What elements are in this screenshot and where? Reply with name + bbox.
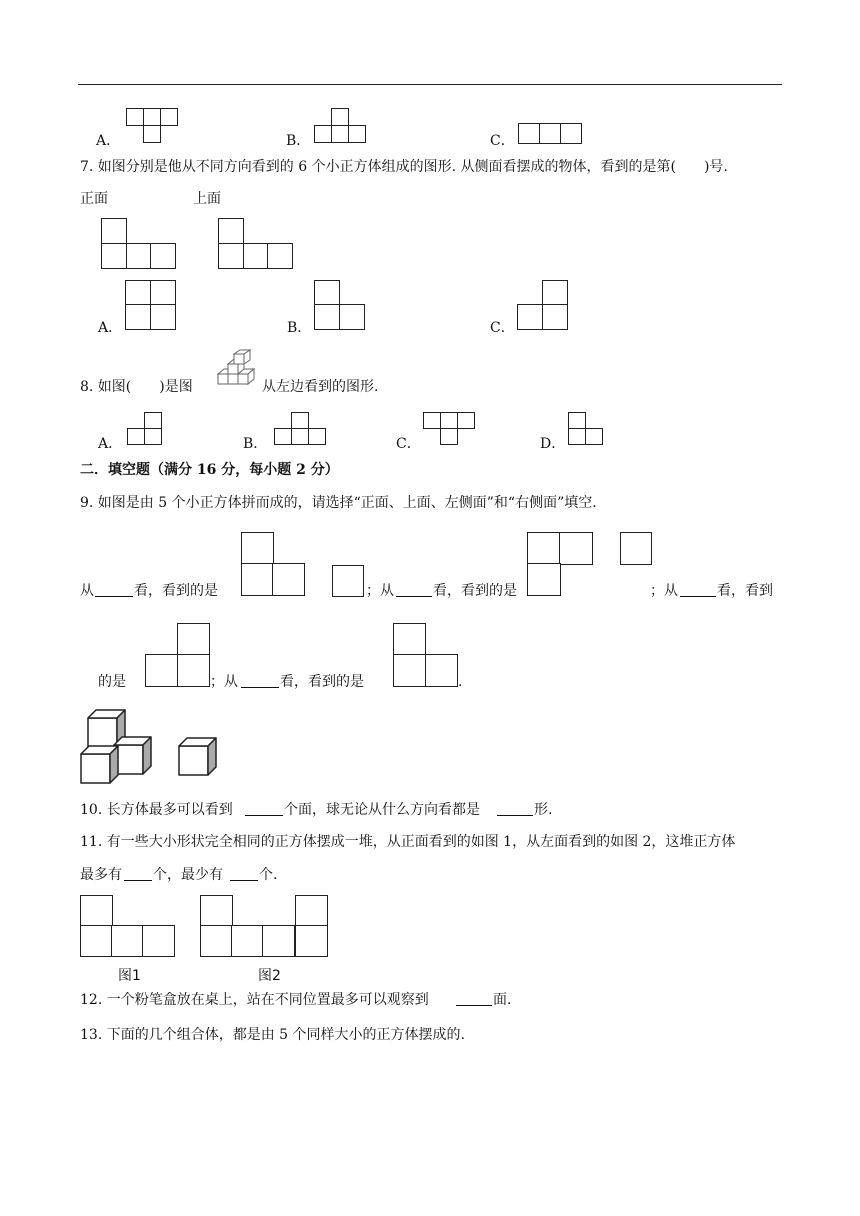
q7-top-view-figure [218, 218, 293, 269]
q9-de-shi: 的是 [98, 674, 126, 690]
q11-blank-2[interactable] [230, 866, 258, 881]
q11-line2-b: 个，最少有 [153, 867, 223, 883]
q11-figure-1 [80, 895, 176, 957]
section-heading: 二．填空题（满分 16 分，每小题 2 分） [80, 462, 339, 478]
q7-question-text: 7. 如图分别是他从不同方向看到的 6 个小正方体组成的图形. 从侧面看摆成的物体，看到的是第( )号. [80, 159, 728, 175]
q9-view-2-figure [527, 532, 593, 596]
q9-period: . [458, 674, 463, 690]
q9-cube-assembly-figure [78, 708, 218, 786]
q9-question-text: 9. 如图是由 5 个小正方体拼而成的，请选择“正面、上面、左侧面”和“右侧面”填空. [80, 495, 597, 511]
q7-front-view-figure [101, 218, 176, 269]
q10-text-c: 形. [534, 802, 553, 818]
q8-option-c-label[interactable]: C． [396, 436, 421, 452]
q7-top-caption: 上面 [193, 191, 221, 207]
q11-figure-2-caption: 图2 [258, 968, 281, 984]
q11-line1: 11. 有一些大小形状完全相同的正方体摆成一堆，从正面看到的如图 1，从左面看到的如图 2，这堆正方体 [80, 834, 736, 850]
q9-look-see-1: 看，看到的是 [134, 583, 218, 599]
q11-line2-a: 最多有 [80, 867, 122, 883]
q7-option-a-figure [125, 280, 176, 330]
q8-option-b-label[interactable]: B． [243, 436, 268, 452]
q6-option-b-label[interactable]: B． [286, 133, 311, 149]
q11-line2-c: 个. [259, 867, 278, 883]
q9-semi-from-3: ；从 [650, 583, 678, 599]
q10-text-a: 10. 长方体最多可以看到 [80, 802, 233, 818]
q13-text: 13. 下面的几个组合体，都是由 5 个同样大小的正方体摆成的. [80, 1027, 465, 1043]
q7-option-a-label[interactable]: A． [98, 320, 123, 336]
q9-blank-2[interactable] [396, 582, 432, 597]
q8-option-a-figure [127, 412, 163, 446]
q8-option-d-figure [568, 412, 604, 446]
q8-question-text-b: 从左边看到的图形. [262, 379, 379, 395]
q9-look-see-3: 看，看到 [717, 583, 773, 599]
q11-figure-2 [200, 895, 328, 957]
q8-question-text-a: 8. 如图( )是图 [80, 379, 193, 395]
q7-front-caption: 正面 [80, 191, 108, 207]
q9-from-1: 从 [80, 583, 94, 599]
q9-look-see-4: 看，看到的是 [280, 674, 364, 690]
q11-blank-1[interactable] [124, 866, 152, 881]
q9-single-square-2 [620, 532, 652, 565]
q9-view-4-figure [393, 623, 458, 687]
q6-option-a-label[interactable]: A． [96, 133, 121, 149]
q6-option-c-figure [518, 123, 582, 145]
q11-figure-1-caption: 图1 [118, 968, 141, 984]
q7-option-c-figure [517, 280, 568, 330]
q7-option-c-label[interactable]: C． [490, 320, 515, 336]
q8-option-d-label[interactable]: D． [540, 436, 566, 452]
q9-blank-3[interactable] [680, 582, 716, 597]
q8-option-b-figure [274, 412, 326, 446]
q9-single-square-1 [332, 565, 364, 597]
q10-blank-1[interactable] [245, 801, 283, 816]
q9-view-1-figure [241, 532, 305, 596]
q12-text-a: 12. 一个粉笔盒放在桌上，站在不同位置最多可以观察到 [80, 992, 429, 1008]
q9-semi-from-2: ；从 [366, 583, 394, 599]
q9-view-3-figure [145, 623, 210, 687]
q7-option-b-label[interactable]: B． [287, 320, 312, 336]
q9-blank-1[interactable] [95, 582, 133, 597]
q10-blank-2[interactable] [497, 801, 533, 816]
q12-text-b: 面. [493, 992, 512, 1008]
q12-blank[interactable] [456, 991, 492, 1006]
q9-blank-4[interactable] [241, 673, 279, 688]
q7-option-b-figure [314, 280, 365, 330]
q6-option-c-label[interactable]: C． [490, 133, 515, 149]
q8-option-c-figure [423, 412, 475, 446]
q6-option-a-figure [126, 108, 178, 144]
q9-look-see-2: 看，看到的是 [433, 583, 517, 599]
q10-text-b: 个面，球无论从什么方向看都是 [284, 802, 480, 818]
header-rule [78, 84, 782, 85]
q8-cube-stack-figure [216, 350, 258, 392]
q6-option-b-figure [314, 108, 366, 144]
q8-option-a-label[interactable]: A． [98, 436, 123, 452]
q9-semi-from-4: ；从 [210, 674, 238, 690]
